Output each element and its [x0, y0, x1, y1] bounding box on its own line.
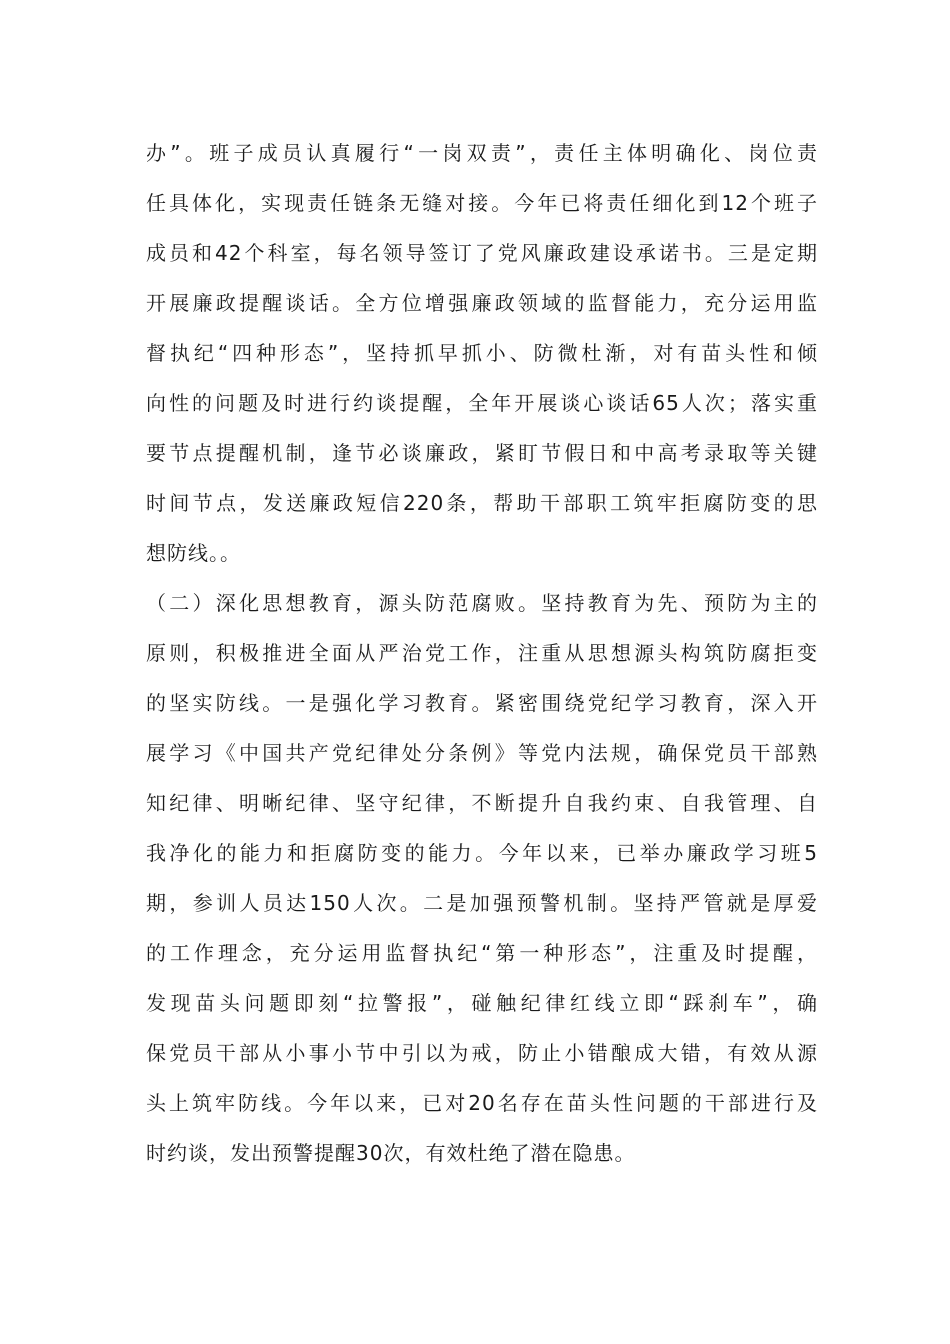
text-line: 办”。班子成员认真履行“一岗双责”，责任主体明确化、岗位责	[146, 141, 818, 165]
body-text	[146, 128, 818, 1178]
text-line: 开展廉政提醒谈话。全方位增强廉政领域的监督能力，充分运用监	[146, 291, 818, 315]
text-line: 任具体化，实现责任链条无缝对接。今年已将责任细化到12个班子	[146, 191, 818, 215]
text-line: 知纪律、明晰纪律、坚守纪律，不断提升自我约束、自我管理、自	[146, 791, 818, 815]
text-line: 头上筑牢防线。今年以来，已对20名存在苗头性问题的干部进行及	[146, 1091, 818, 1115]
text-line: 发现苗头问题即刻“拉警报”，碰触纪律红线立即“踩刹车”，确	[146, 991, 818, 1015]
text-line: 展学习《中国共产党纪律处分条例》等党内法规，确保党员干部熟	[146, 741, 818, 765]
text-line: 的坚实防线。一是强化学习教育。紧密围绕党纪学习教育，深入开	[146, 691, 818, 715]
text-line: 期，参训人员达150人次。二是加强预警机制。坚持严管就是厚爱	[146, 891, 818, 915]
text-line: 督执纪“四种形态”，坚持抓早抓小、防微杜渐，对有苗头性和倾	[146, 341, 818, 365]
text-line: 成员和42个科室，每名领导签订了党风廉政建设承诺书。三是定期	[146, 241, 818, 265]
text-line: 的工作理念，充分运用监督执纪“第一种形态”，注重及时提醒，	[146, 941, 818, 965]
text-line: 要节点提醒机制，逢节必谈廉政，紧盯节假日和中高考录取等关键	[146, 441, 818, 465]
text-line: 时间节点，发送廉政短信220条，帮助干部职工筑牢拒腐防变的思	[146, 491, 818, 515]
text-line: 我净化的能力和拒腐防变的能力。今年以来，已举办廉政学习班5	[146, 841, 818, 865]
text-line: 保党员干部从小事小节中引以为戒，防止小错酿成大错，有效从源	[146, 1041, 818, 1065]
text-line: 想防线。。	[146, 541, 241, 565]
text-line: 原则，积极推进全面从严治党工作，注重从思想源头构筑防腐拒变	[146, 641, 818, 665]
text-line: 时约谈，发出预警提醒30次，有效杜绝了潜在隐患。	[146, 1141, 636, 1165]
text-line: 向性的问题及时进行约谈提醒，全年开展谈心谈话65人次；落实重	[146, 391, 818, 415]
section-heading-line: （二）深化思想教育，源头防范腐败。坚持教育为先、预防为主的	[146, 591, 818, 615]
